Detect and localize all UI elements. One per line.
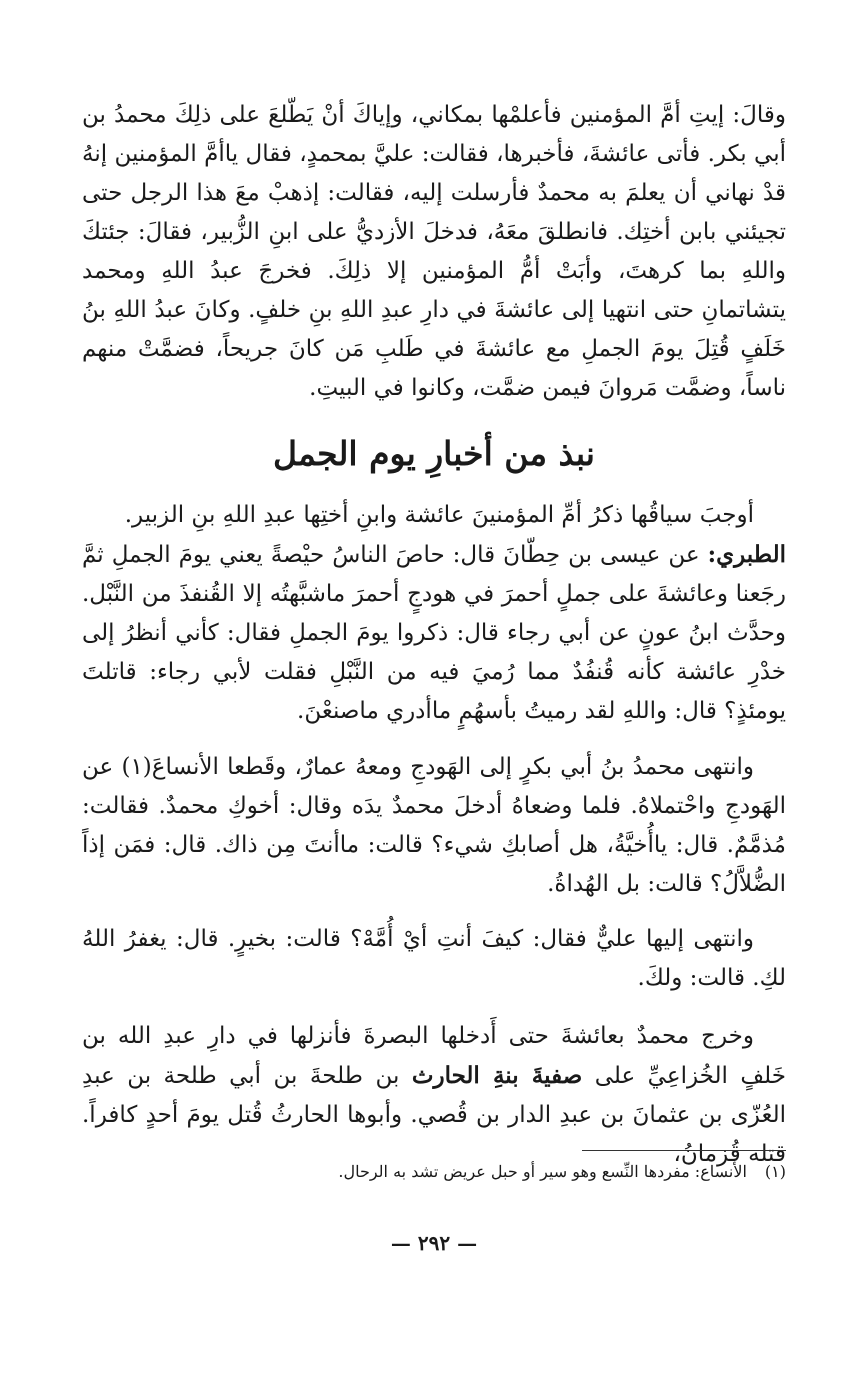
paragraph-3-block — [82, 920, 786, 998]
footnote — [82, 1158, 786, 1186]
intro-text-block — [82, 96, 786, 408]
section-heading: نبذ من أخبارِ يوم الجمل — [273, 434, 595, 473]
paragraph-4-start: وخرج محمدٌ بعائشةَ حتى أَدخلها البصرةَ فأنزلها في دارِ عبدِ الله بن خَلفٍ الخُزاعِيِّ على — [82, 1023, 786, 1089]
section-text-block — [82, 496, 786, 731]
paragraph-2-block — [82, 748, 786, 904]
intro-paragraph: وقالَ: إيتِ أمَّ المؤمنين فأعلمْها بمكاني، وإياكَ أنْ يَطّلعَ على ذلِكَ محمدُ بن أبي بكر. فأتى عائشةَ، فأخبرها، فقالت: عليَّ بمحمدٍ، فقال ياأمَّ المؤمنين إنهُ قدْ نهاني أن يعلمَ به محمدٌ فأرسلت إليه، فقالت: إذهبْ معَ هذا الرجل حتى تجيئني بابن أختِك. فانطلقَ معَهُ، فدخلَ الأزديُّ على ابنِ الزُّبير، فقالَ: جئتكَ واللهِ بما كرهتَ، وأبَتْ أمُّ المؤمنين إلا ذلِكَ. فخرجَ عبدُ اللهِ ومحمد يتشاتمانِ حتى انتهيا إلى عائشةَ في دارِ عبدِ اللهِ بنِ خلفٍ. وكانَ عبدُ اللهِ بنُ خَلَفٍ قُتِلَ يومَ الجملِ مع عائشةَ في طَلبِ مَن كانَ جريحاً، فضمَّتْ منهم ناساً، وضمَّت مَروانَ فيمن ضمَّت، وكانوا في البيتِ. — [82, 102, 786, 401]
tabari-paragraph — [82, 535, 786, 731]
tabari-text: عن عيسى بن حِطّانَ قال: حاصَ الناسُ حيْصةً يعني يومَ الجملِ ثمَّ رجَعنا وعائشةَ على جملٍ أحمرَ في هودجٍ أحمرَ ماشبَّهتُه إلا القُنفذَ من النَّبْل. وحدَّث ابنُ عونٍ عن أبي رجاء قال: ذكروا يومَ الجملِ فقال: كأني أنظرُ إلى خدْرِ عائشة كأنه قُنفُدٌ مما رُميَ فيه من النَّبْلِ فقلت لأبي رجاء: قاتلتَ يومئذٍ؟ قال: واللهِ لقد رميتُ بأسهُمٍ ماأدري ماصنعْنَ. — [82, 542, 786, 724]
safiyya-name: صفيةَ بنةِ الحارث — [411, 1062, 583, 1089]
footnote-divider — [582, 1150, 786, 1151]
footnote-marker: (١) — [764, 1162, 786, 1181]
paragraph-4-end: بن طلحةَ بن أبي طلحة بن عبدِ العُزّى بن عثمانَ بن عبدِ الدار بن قُصي. وأبوها الحارثُ قُتل يومَ أحدٍ كافراً. قتله قُزمانُ، — [82, 1063, 786, 1167]
paragraph-3: وانتهى إليها عليٌّ فقال: كيفَ أنتِ أيْ أُمَّهْ؟ قالت: بخيرٍ. قال: يغفرُ اللهُ لكِ. قالت: ولكَ. — [82, 926, 786, 991]
page-number: — ٢٩٢ — — [390, 1231, 478, 1255]
section-intro-paragraph: أوجبَ سياقُها ذكرُ أمِّ المؤمنينَ عائشة وابنِ أختِها عبدِ اللهِ بنِ الزبير. — [124, 502, 754, 528]
footnote-text: الأنساع: مفردها النِّسع وهو سير أو حبل عريض تشد به الرحال. — [338, 1162, 747, 1181]
tabari-label: الطبري: — [707, 541, 786, 568]
paragraph-2: وانتهى محمدُ بنُ أبي بكرٍ إلى الهَودجِ ومعهُ عمارٌ، وقَطعا الأنساعَ(١) عن الهَودجِ واحْتملاهُ. فلما وضعاهُ أدخلَ محمدٌ يدَه وقال: أخوكِ محمدٌ. فقالت: مُذمَّمٌ. قال: ياأُخيَّةُ، هل أصابكِ شيء؟ قالت: ماأنتَ مِن ذاك. قال: فمَن إذاً الضُّلاَّلُ؟ قالت: بل الهُداةُ. — [82, 754, 786, 897]
